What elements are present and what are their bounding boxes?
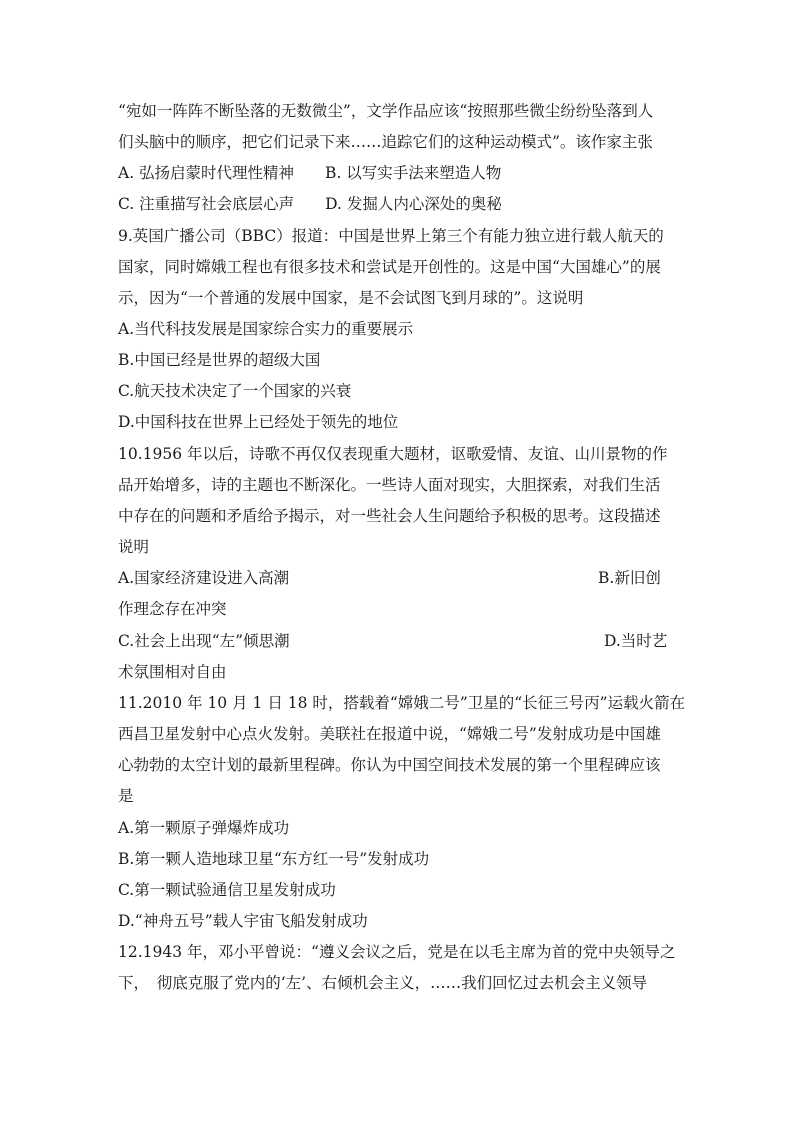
option-line: D.当时艺 [604,632,668,650]
text-line: 下， 彻底克服了党内的‘左’、右倾机会主义，……我们回忆过去机会主义领导 [118,974,648,992]
text-line: 是 [118,787,134,805]
option-line: C. 注重描写社会底层心声 D. 发掘人内心深处的奥秘 [118,195,502,213]
option-line: A.第一颗原子弹爆炸成功 [118,819,290,837]
option-line: C.航天技术决定了一个国家的兴衰 [118,382,352,400]
question-line: 10.1956 年以后，诗歌不再仅仅表现重大题材，讴歌爱情、友谊、山川景物的作 [118,445,668,463]
text-line: 说明 [118,538,150,556]
option-line: A.国家经济建设进入高潮 [118,569,290,587]
option-line: C.第一颗试验通信卫星发射成功 [118,881,336,899]
option-line: B.新旧创 [598,569,661,587]
text-line: 西昌卫星发射中心点火发射。美联社在报道中说，“嫦娥二号”发射成功是中国雄 [118,725,661,743]
text-line: 国家，同时嫦娥工程也有很多技术和尝试是开创性的。这是中国“大国雄心”的展 [118,258,661,276]
text-line: 心勃勃的太空计划的最新里程碑。你认为中国空间技术发展的第一个里程碑应该 [118,756,661,774]
text-line: 们头脑中的顺序，把它们记录下来……追踪它们的这种运动模式”。该作家主张 [118,133,653,151]
text-line: 中存在的问题和矛盾给予揭示，对一些社会人生问题给予积极的思考。这段描述 [118,507,661,525]
question-line: 11.2010 年 10 月 1 日 18 时，搭载着“嫦娥二号”卫星的“长征三号丙”运载火箭在 [118,694,686,712]
option-line: A.当代科技发展是国家综合实力的重要展示 [118,320,414,338]
option-line: D.中国科技在世界上已经处于领先的地位 [118,413,399,431]
option-line: C.社会上出现“左”倾思潮 [118,632,290,650]
option-line: B.第一颗人造地球卫星“东方红一号”发射成功 [118,850,430,868]
text-line: “宛如一阵阵不断坠落的无数微尘”，文学作品应该“按照那些微尘纷纷坠落到人 [118,102,654,120]
text-line: 品开始增多，诗的主题也不断深化。一些诗人面对现实，大胆探索，对我们生活 [118,476,661,494]
question-line: 12.1943 年，邓小平曾说：“遵义会议之后，党是在以毛主席为首的党中央领导之 [118,943,676,961]
text-line: 示，因为“一个普通的发展中国家，是不会试图飞到月球的”。这说明 [118,289,584,307]
text-line: 术氛围相对自由 [118,663,227,681]
option-line: D.“神舟五号”载人宇宙飞船发射成功 [118,912,368,930]
text-line: 作理念存在冲突 [118,600,227,618]
question-line: 9.英国广播公司（BBC）报道：中国是世界上第三个有能力独立进行载人航天的 [118,227,664,245]
option-line: B.中国已经是世界的超级大国 [118,351,321,369]
option-line: A. 弘扬启蒙时代理性精神 B. 以写实手法来塑造人物 [118,164,502,182]
